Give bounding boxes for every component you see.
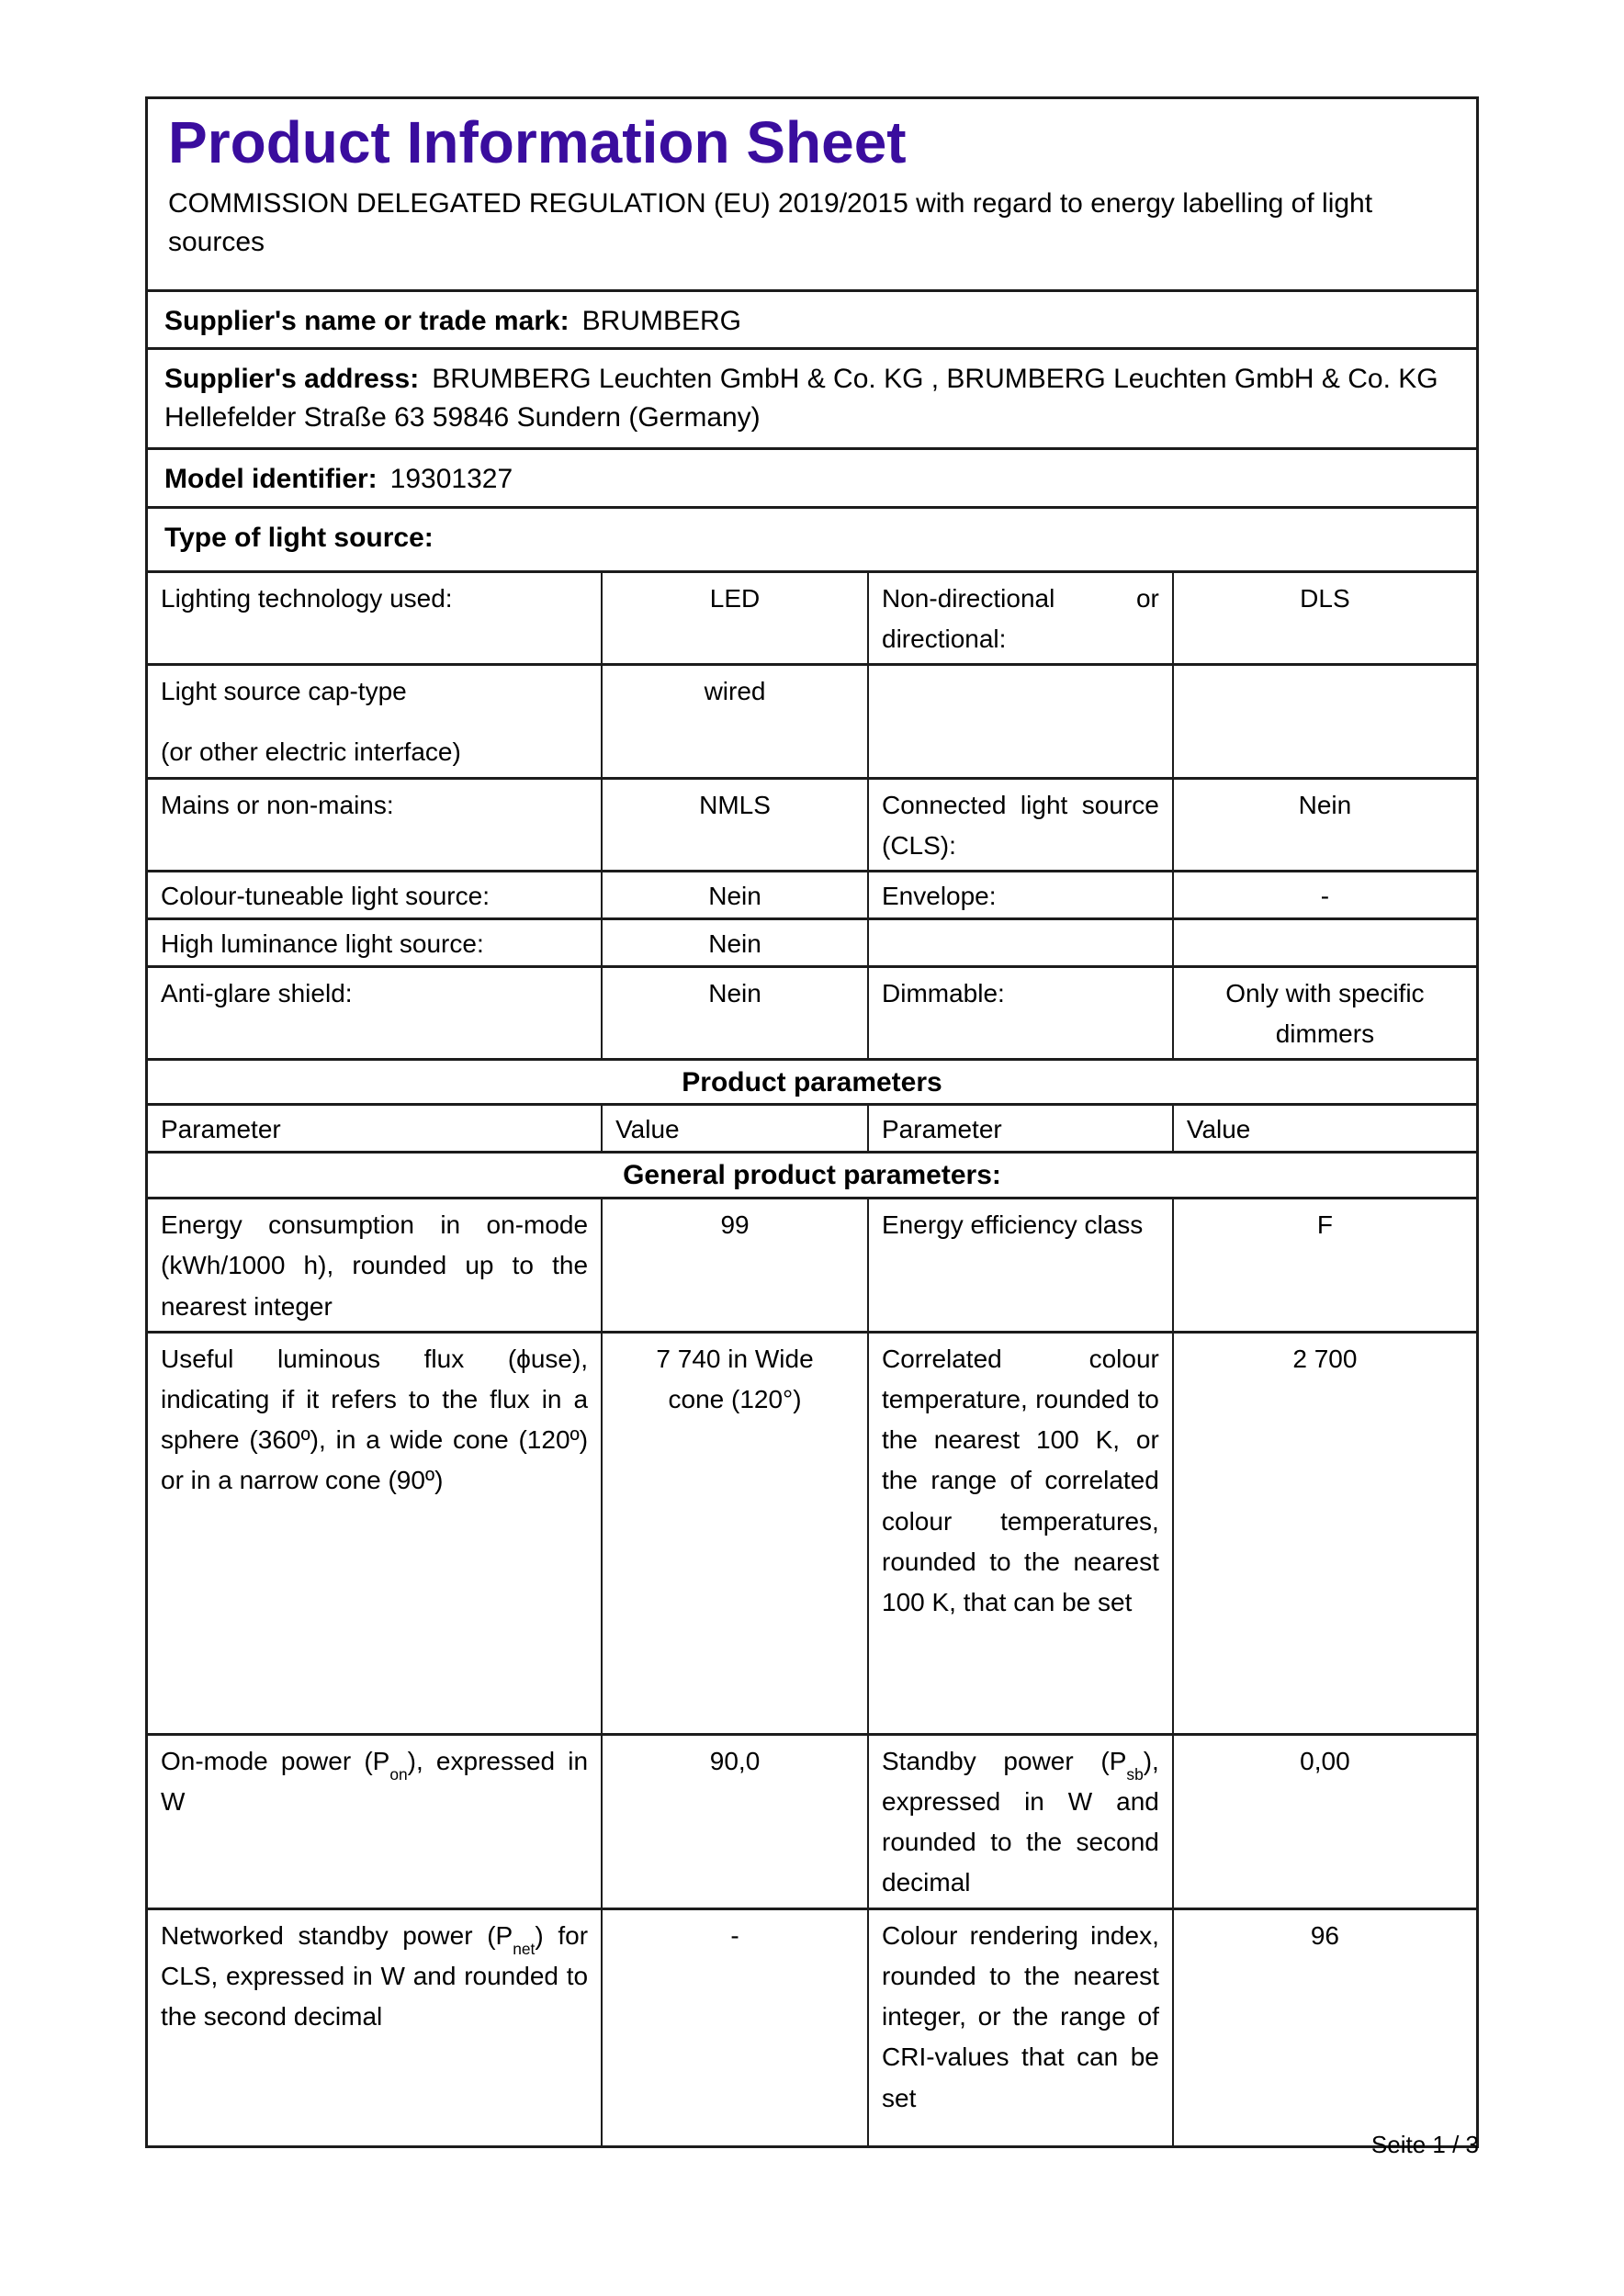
param1-text: Networked standby power (P bbox=[161, 1920, 513, 1950]
table-row-energy-consumption bbox=[148, 1197, 1476, 1331]
param1-subscript: net bbox=[513, 1940, 536, 1959]
supplier-name-label: Supplier's name or trade mark: bbox=[164, 306, 570, 336]
value1-cell: Nein bbox=[601, 920, 867, 965]
value1-cell: NMLS bbox=[601, 780, 867, 870]
value1-cell: Nein bbox=[601, 872, 867, 917]
flux-value: 7 740 in Wide cone (120°) bbox=[656, 1344, 814, 1413]
param1-cell bbox=[148, 1910, 601, 2145]
value2-cell: - bbox=[1172, 872, 1476, 917]
param2-subscript: sb bbox=[1126, 1765, 1144, 1784]
param1-subscript: on bbox=[389, 1765, 408, 1784]
param2-cell bbox=[867, 1736, 1172, 1908]
param2-cell: Non-directional or directional: bbox=[867, 573, 1172, 663]
value2-cell: 96 bbox=[1172, 1910, 1476, 2145]
value2-cell: Nein bbox=[1172, 780, 1476, 870]
param1-cell bbox=[148, 1736, 601, 1908]
table-row-mains bbox=[148, 777, 1476, 870]
param2-text: Standby power (P bbox=[882, 1746, 1127, 1775]
value2-cell bbox=[1172, 666, 1476, 776]
value1-cell: LED bbox=[601, 573, 867, 663]
param1-cell: Energy consumption in on-mode (kWh/1000 h), rounded up to the nearest integer bbox=[161, 1210, 589, 1321]
param1-cell: Anti-glare shield: bbox=[161, 978, 353, 1007]
page-number: Seite 1 / 3 bbox=[1370, 2131, 1479, 2158]
value2-cell: DLS bbox=[1172, 573, 1476, 663]
value1-cell bbox=[601, 1334, 867, 1733]
model-identifier-row bbox=[148, 447, 1476, 505]
table-row-lighting-technology bbox=[148, 570, 1476, 663]
value1-cell: wired bbox=[601, 666, 867, 776]
dimmable-value: Only with specific dimmers bbox=[1225, 978, 1425, 1049]
table-row-on-mode-power bbox=[148, 1733, 1476, 1908]
product-information-sheet bbox=[145, 96, 1479, 2148]
value2-cell: 0,00 bbox=[1172, 1736, 1476, 1908]
value2-cell bbox=[1172, 920, 1476, 965]
model-identifier-value: 19301327 bbox=[389, 464, 513, 495]
page-title: Product Information Sheet bbox=[168, 109, 907, 175]
param1-cell: Useful luminous flux (ϕuse), indicating if it refers to the flux in a sphere (360º), in a wide cone (120º) or in a narrow cone (90º) bbox=[161, 1344, 589, 1495]
table-row-high-luminance bbox=[148, 917, 1476, 965]
value2-cell: 2 700 bbox=[1172, 1334, 1476, 1733]
parameters-column-header-row bbox=[148, 1103, 1476, 1151]
column-header-value-1: Value bbox=[601, 1106, 867, 1151]
param2-cell: Colour rendering index, rounded to the nearest integer, or the range of CRI-values that can be set bbox=[867, 1910, 1172, 2145]
value2-cell: F bbox=[1172, 1199, 1476, 1331]
param1-text: On-mode power (P bbox=[161, 1746, 390, 1775]
table-row-anti-glare bbox=[148, 965, 1476, 1058]
param1-text-post: ) for CLS, expressed in W and rounded to the second decimal bbox=[161, 1920, 589, 2032]
cap-type-line2: (or other electric interface) bbox=[161, 737, 461, 767]
value1-cell: Nein bbox=[601, 968, 867, 1058]
supplier-address-label: Supplier's address: bbox=[164, 364, 420, 395]
param2-cell: Energy efficiency class bbox=[867, 1199, 1172, 1331]
sheet-header bbox=[148, 99, 1476, 289]
supplier-name-row bbox=[148, 289, 1476, 347]
param2-cell bbox=[867, 920, 1172, 965]
supplier-address-value: BRUMBERG Leuchten GmbH & Co. KG , BRUMBERG Leuchten GmbH & Co. KG Hellefelder Straße 63 59846 Sundern (Germany) bbox=[164, 364, 1438, 433]
supplier-address-row bbox=[148, 347, 1476, 447]
general-parameters-header: General product parameters: bbox=[148, 1151, 1476, 1197]
table-row-useful-luminous-flux bbox=[148, 1331, 1476, 1733]
table-row-cap-type bbox=[148, 663, 1476, 776]
param2-cell: Dimmable: bbox=[867, 968, 1172, 1058]
product-parameters-header: Product parameters bbox=[148, 1058, 1476, 1103]
param2-cell: Connected light source (CLS): bbox=[867, 780, 1172, 870]
type-of-light-source-row bbox=[148, 506, 1476, 570]
table-row-colour-tuneable bbox=[148, 870, 1476, 917]
param2-cell bbox=[867, 666, 1172, 776]
column-header-parameter-2: Parameter bbox=[867, 1106, 1172, 1151]
value1-cell: 99 bbox=[601, 1199, 867, 1331]
model-identifier-label: Model identifier: bbox=[164, 464, 378, 495]
param1-cell bbox=[148, 666, 601, 776]
table-row-networked-standby-power bbox=[148, 1908, 1476, 2145]
param1-cell: High luminance light source: bbox=[161, 929, 484, 958]
param1-cell: Mains or non-mains: bbox=[161, 790, 394, 819]
supplier-name-value: BRUMBERG bbox=[581, 306, 741, 336]
param2-cell: Correlated colour temperature, rounded to the nearest 100 K, or the range of correlated colour temperatures, rounded to the nearest 100 K, that can be set bbox=[867, 1334, 1172, 1733]
type-of-light-source-label: Type of light source: bbox=[164, 522, 434, 553]
regulation-subtitle: COMMISSION DELEGATED REGULATION (EU) 2019/2015 with regard to energy labelling of light sources bbox=[168, 188, 1373, 257]
value2-cell bbox=[1172, 968, 1476, 1058]
column-header-value-2: Value bbox=[1172, 1106, 1476, 1151]
param2-text-post: ), expressed in W and rounded to the second decimal bbox=[882, 1746, 1159, 1897]
param1-text-post: ), expressed in W bbox=[161, 1746, 589, 1816]
param1-cell: Lighting technology used: bbox=[161, 583, 453, 613]
value1-cell: - bbox=[601, 1910, 867, 2145]
cap-type-line1: Light source cap-type bbox=[161, 677, 407, 706]
param2-cell: Envelope: bbox=[867, 872, 1172, 917]
value1-cell: 90,0 bbox=[601, 1736, 867, 1908]
column-header-parameter-1: Parameter bbox=[161, 1115, 281, 1144]
param1-cell: Colour-tuneable light source: bbox=[161, 882, 490, 911]
